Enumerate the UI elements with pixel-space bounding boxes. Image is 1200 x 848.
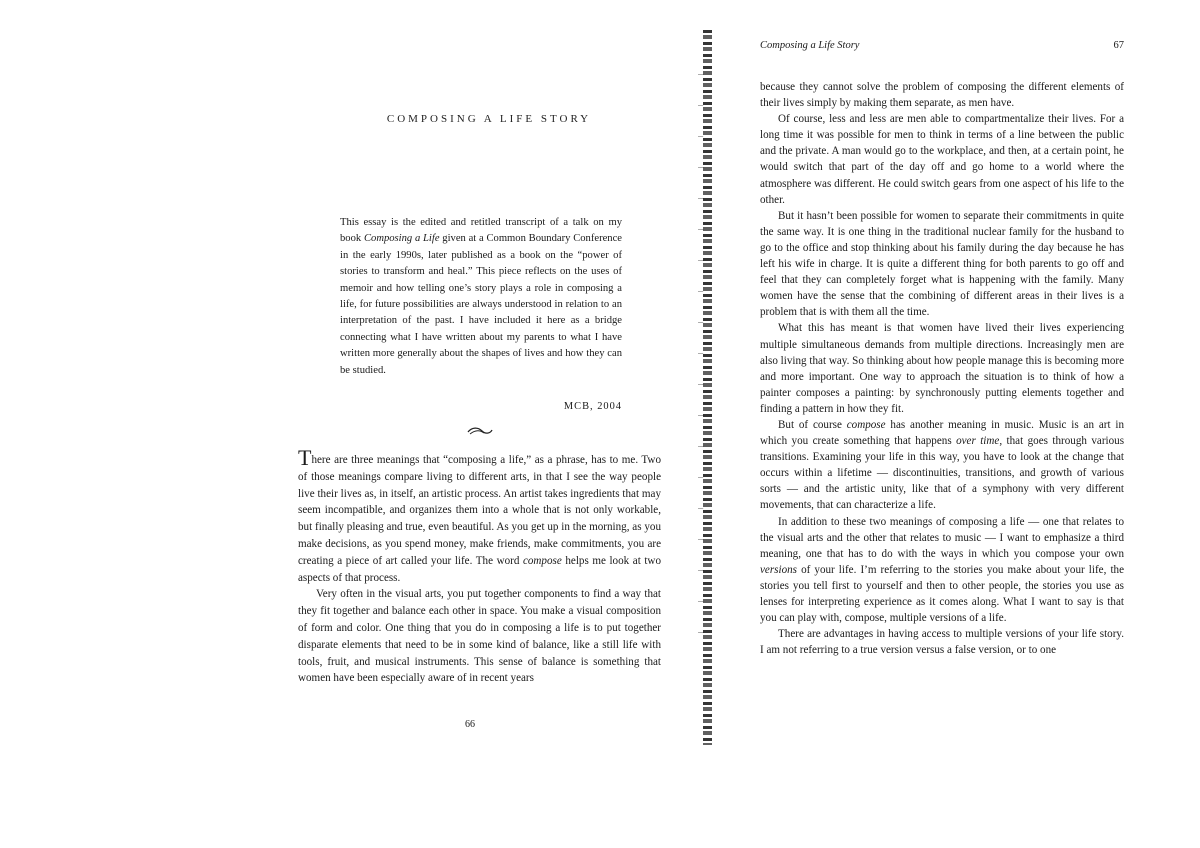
running-title: Composing a Life Story — [760, 40, 860, 51]
paragraph: because they cannot solve the problem of composing the different elements of their lives simply by making them separate, as men have. — [760, 81, 1124, 110]
paragraph — [760, 514, 1124, 627]
emphasis: versions — [760, 563, 797, 576]
intro-note — [340, 215, 622, 379]
paragraph: What this has meant is that women have lived their lives experiencing multiple simultaneous demands from multiple directions. Increasingly men are also living that way. So thinking about how people manage this is becoming more and more important. One way to approach the situation is to think of how a painter composes a painting: by synchronously putting elements together and finding a pattern in how they fit. — [760, 322, 1124, 415]
intro-paragraph — [340, 215, 622, 379]
paragraph-text: of your life. I’m referring to the stories you make about your life, the stories you tell first to yourself and then to other people, the stories you use as lenses for interpreting experience as it comes along. What I want to say is that you can play with, compose, multiple versions of a life. — [760, 563, 1124, 625]
running-head — [760, 40, 1124, 51]
paragraph: Very often in the visual arts, you put together components to find a way that they fit together and balance each other in space. You make a visual composition of form and color. One thing that you do in composing a life is to put together disparate elements that need to be in some kind of balance, like a still life with tools, fruit, and musical instruments. This sense of balance is something that women have been especially aware of in recent years — [298, 588, 661, 685]
paragraph — [298, 445, 661, 586]
emphasis: compose — [522, 554, 562, 567]
paragraph-text: that goes through various transitions. Examining your life in this way, you have to look at the change that occurs within a lifetime — discontinuities, transitions, and growth of various sorts — and the artistic unity, like that of a symphony with very different movements, that can characterize a life. — [760, 435, 1125, 512]
paragraph-text: In addition to these two meanings of composing a life — one that relates to the visual arts and the other that relates to music — I want to emphasize a third meaning, one that has to do with the ways in which you compose your own — [760, 515, 1124, 560]
paragraph-text: here are three meanings that “composing a life,” as a phrase, has to me. Two of those meanings compare living to different arts, in that I see the way people live their lives as, in itself, an artistic process. An artist takes ingredients that may seem incompatible, and organizes them into a whole that is not only workable, but finally pleasing and true, even beautiful. As you get up in the morning, as you make decisions, as you spend money, make friends, make commitments, you are creating a piece of art called your life. The word — [298, 454, 661, 567]
paragraph-text: But of course — [778, 418, 847, 431]
left-body-text — [298, 445, 661, 687]
intro-text-a: This essay is the edited and retitled transcript of a talk on my book — [340, 217, 622, 245]
paragraph — [760, 417, 1124, 514]
intro-signature: MCB, 2004 — [563, 401, 622, 412]
chapter-title: COMPOSING A LIFE STORY — [386, 113, 592, 125]
page-number: 66 — [465, 719, 475, 730]
paragraph: But it hasn’t been possible for women to separate their commitments in quite the same way. It is one thing in the traditional nuclear family for the husband to go to the office and stop thinking about his family during the day because he has left his wife in charge. It is quite a different thing for both parents to go off and feel that they can completely forget what is happening with the family. Many women have the sense that the combining of different areas in their lives is a problem that is with them all the time. — [760, 209, 1124, 319]
emphasis: over time, — [956, 435, 1003, 448]
page-number: 67 — [1113, 40, 1124, 51]
emphasis: compose — [846, 418, 886, 431]
book-title: Composing a Life — [363, 233, 440, 245]
dropcap: T — [298, 445, 312, 470]
paragraph-text: has another meaning in music. Music is an art in which you create something that happens — [760, 418, 1124, 448]
paragraph: There are advantages in having access to multiple versions of your life story. I am not referring to a true version versus a false version, or to one — [760, 628, 1124, 657]
intro-text-b: given at a Common Boundary Conference in the early 1990s, later published as a book on the “power of stories to transform and heal.” This piece reflects on the uses of memoir and how telling one’s story plays a role in composing a life, for future possibilities are always understood in relation to an interpretation of the past. I have included it here as a bridge connecting what I have written about my parents to what I have written more generally about the shapes of lives and how they can be studied. — [340, 233, 623, 376]
right-body-text — [760, 79, 1124, 658]
paragraph: Of course, less and less are men able to compartmentalize their lives. For a long time it was possible for men to think in terms of a line between the public and the private. A man would go to the workplace, and then, at a certain point, he would switch that part of the day off and go home to a world where the atmosphere was different. He could switch gears from one aspect of his life to the other. — [760, 113, 1124, 206]
ornament-icon — [466, 424, 494, 438]
paragraph-text: helps me look at two aspects of that process. — [298, 554, 661, 584]
